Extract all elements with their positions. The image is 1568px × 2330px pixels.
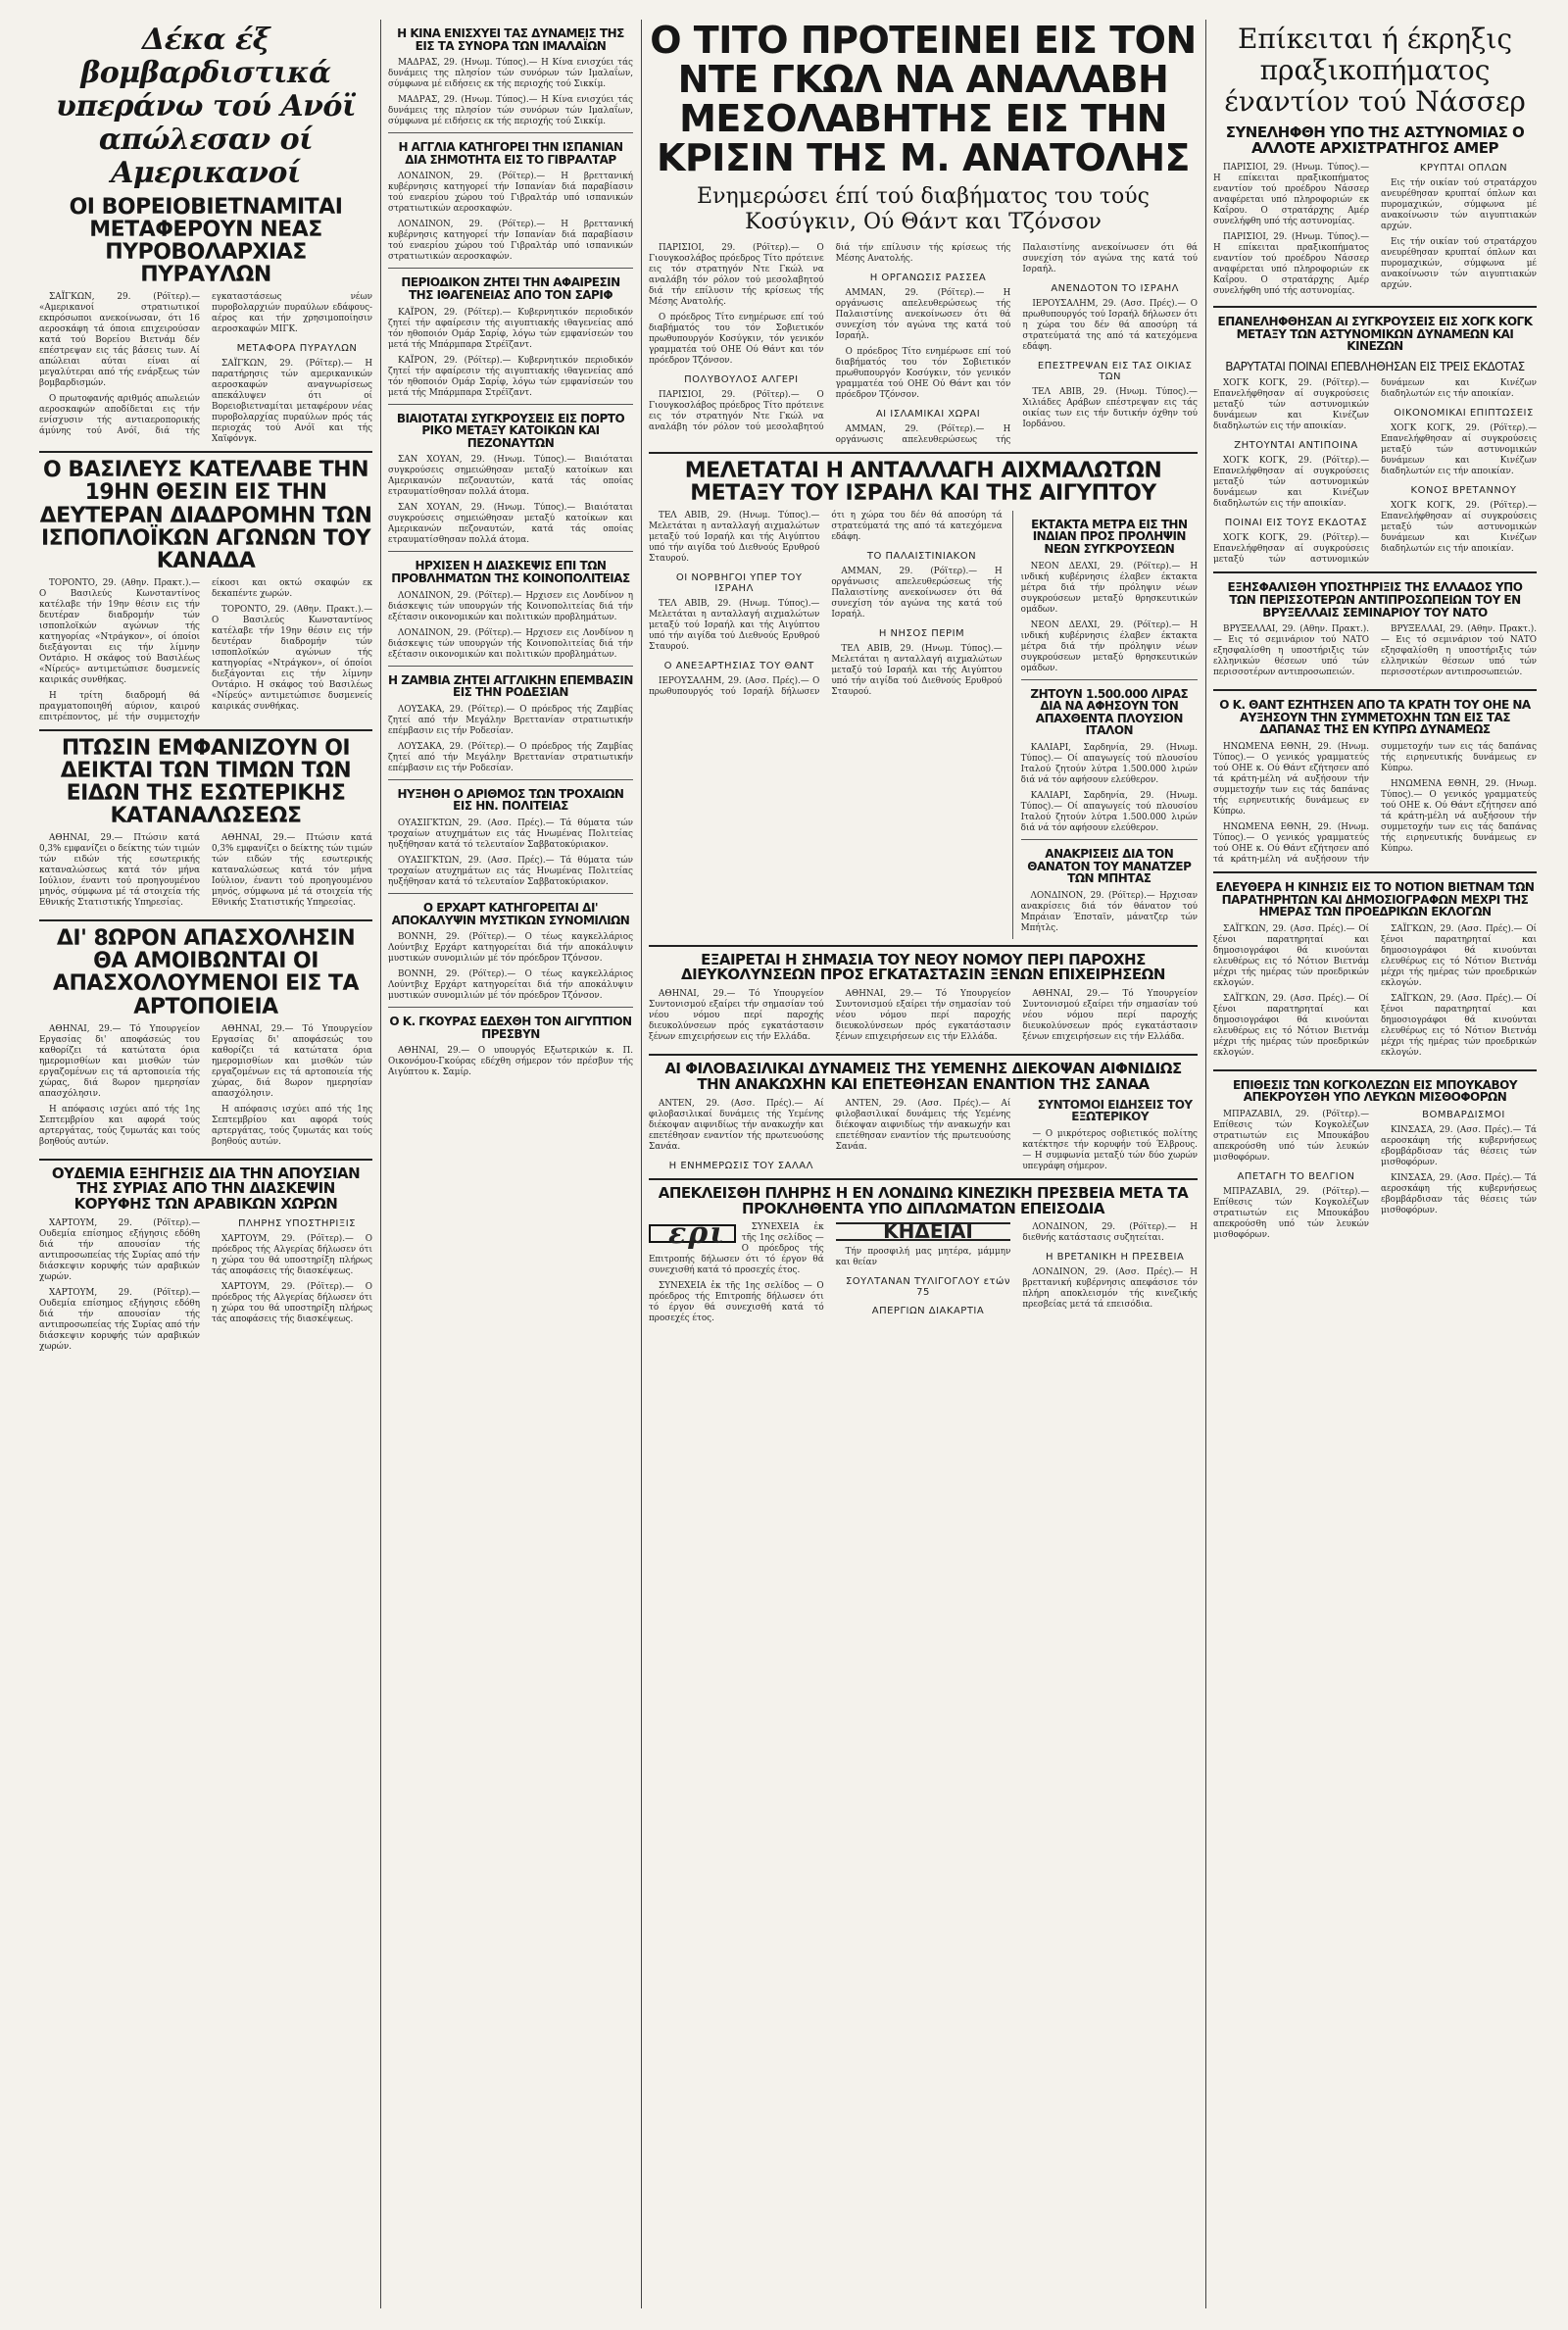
paragraph: ΣΑΪΓΚΩΝ, 29. (Ασσ. Πρές).— Οί ξένοι παρατηρηταί και δημοσιογράφοι θά κινούνται ελευθέρως εις τό Νότιον Βιετνάμ μέχρι τής ημέρας τών προεδρικών εκλογών. [1381,993,1537,1058]
paragraph: Ο πρόεδρος Τίτο ενημέρωσε επί τού διαβήματός του τόν Σοβιετικόν πρωθυπουργόν Κοσύγκιν, τόν γενικόν γραμματέα τού ΟΗΕ Ού Θάντ και τόν πρόεδρον Τζόνσον. [835,346,1011,400]
paragraph: ΝΕΟΝ ΔΕΛΧΙ, 29. (Ρόϊτερ).— Η ινδική κυβέρνησις έλαβεν έκτακτα μέτρα διά τήν πρόληψιν νέων συγκρούσεων μεταξύ θρησκευτικών ομάδων. [1020,561,1198,615]
paragraph: ΒΟΝΝΗ, 29. (Ρόϊτερ).— Ο τέως καγκελλάριος Λούντβιχ Ερχάρτ κατηγορείται διά τήν αποκάλυψιν μυστικών συνομιλιών μέ τόν πρόεδρον Τζόνσον. [388,932,633,965]
paragraph: ΟΥΑΣΙΓΚΤΩΝ, 29. (Ασσ. Πρές).— Τά θύματα τών τροχαίων ατυχημάτων εις τάς Ηνωμένας Πολιτείας ηυξήθησαν κατά τό τελευταίον Σαββατοκύριακον. [388,818,633,850]
divider [388,132,633,133]
paragraph: Ο πρωτοφανής αριθμός απωλειών αεροσκαφών αποδίδεται εις τήν ενίσχυσιν τής αντιαεροπορικής άμύνης τού Ανόϊ, διά τής εγκαταστάσεως νέων πυροβολαρχιών πυραύλων εδάφους-αέρος και τήν χρησιμοποίησιν αεροσκαφών ΜΙΓΚ. [39,292,372,437]
paragraph: ΤΕΛ ΑΒΙΒ, 29. (Ηνωμ. Τύπος).— Μελετάται η ανταλλαγή αιχμαλώτων μεταξύ τού Ισραήλ και τής Αιγύπτου υπό τήν αιγίδα τού Διεθνούς Ερυθρού Σταυρού. [649,598,820,652]
section-subheading: Η ΟΡΓΑΝΩΣΙΣ ΡΑΣΣΕΑ [869,272,987,283]
paragraph: ΚΙΝΣΑΣΑ, 29. (Ασσ. Πρές).— Τά αεροσκάφη τής κυβερνήσεως εβομβάρδισαν τάς θέσεις τών μισθοφόρων. [1381,1124,1537,1167]
article-thant-cyprus [1213,742,1537,866]
paragraph: ΑΝΤΕΝ, 29. (Ασσ. Πρές).— Αί φιλοβασιλικαί δυνάμεις τής Υεμένης διέκοψαν αιφνιδίως τήν ανακωχήν και επετέθησαν εναντίον τής πρωτευούσης Σανάα. [649,1098,824,1152]
divider [649,1178,1198,1180]
side-briefs [1012,511,1198,939]
paragraph: ΠΑΡΙΣΙΟΙ, 29. (Ηνωμ. Τύπος).— Η επίκειται πραξικοπήματος εναντίον τού προέδρου Νάσσερ αναφέρεται υπό πληροφοριών εκ Καΐρου. Ο στρατάρχης Αμέρ συνελήφθη υπό τής αστυνομίας. [1213,231,1369,296]
paragraph: ΚΙΝΣΑΣΑ, 29. (Ασσ. Πρές).— Τά αεροσκάφη τής κυβερνήσεως εβομβάρδισαν τάς θέσεις τών μισθοφόρων. [1381,1172,1537,1215]
paragraph: Η απόφασις ισχύει από τής 1ης Σεπτεμβρίου και αφορά τούς αρτεργάτας, τούς ζυμωτάς και τούς βοηθούς αυτών. [39,1104,200,1147]
paragraph: ΛΟΝΔΙΝΟΝ, 29. (Ρόϊτερ).— Ηρχισεν εις Λονδίνον η διάσκεψις τών υπουργών τής Κοινοπολιτείας διά τήν εξέτασιν οικονομικών και πολιτικών προβλημάτων. [388,627,633,660]
paragraph: ΜΠΡΑΖΑΒΙΛ, 29. (Ρόϊτερ).— Επίθεσις τών Κογκολέζων στρατιωτών εις Μπουκάβου απεκρούσθη υπό τών λευκών μισθοφόρων. [1213,1186,1369,1240]
paragraph: ΧΟΓΚ ΚΟΓΚ, 29. (Ρόϊτερ).— Επανελήφθησαν αί συγκρούσεις μεταξύ τών αστυνομικών δυνάμεων και Κινέζων διαδηλωτών εις τήν αποικίαν. [1213,456,1369,510]
divider [39,1159,372,1161]
divider [388,893,633,894]
section-subheading: ΟΙΚΟΝΟΜΙΚΑΙ ΕΠΙΠΤΩΣΕΙΣ [1394,408,1534,420]
headline-nato-seminar: ΕΞΗΣΦΑΛΙΣΘΗ ΥΠΟΣΤΗΡΙΞΙΣ ΤΗΣ ΕΛΛΑΔΟΣ ΥΠΟ ΤΩΝ ΠΕΡΙΣΣΟΤΕΡΩΝ ΑΝΤΙΠΡΟΣΩΠΕΙΩΝ ΤΟΥ ΕΝ ΒΡΥΞΕΛΛΑΙΣ ΣΕΜΙΝΑΡΙΟΥ ΤΟΥ ΝΑΤΟ [1227,580,1523,620]
paragraph: ΧΑΡΤΟΥΜ, 29. (Ρόϊτερ).— Ουδεμία επίσημος εξήγησις εδόθη διά τήν απουσίαν τής αντιπροσωπείας τής Συρίας από τήν διάσκεψιν κορυφής τών αραβικών χωρών. [39,1287,200,1352]
paragraph: ΠΑΡΙΣΙΟΙ, 29. (Ηνωμ. Τύπος).— Η επίκειται πραξικοπήματος εναντίον τού προέδρου Νάσσερ αναφέρεται υπό πληροφοριών εκ Καΐρου. Ο στρατάρχης Αμέρ συνελήφθη υπό τής αστυνομίας. [1213,162,1369,226]
paragraph: ΗΝΩΜΕΝΑ ΕΘΝΗ, 29. (Ηνωμ. Τύπος).— Ο γενικός γραμματεύς τού ΟΗΕ κ. Ού Θάντ εζήτησεν από τά κράτη-μέλη νά αυξήσουν τήν συμμετοχήν των εις τάς δαπάνας τής ειρηνευτικής δυνάμεως εν Κύπρω. [1213,741,1369,817]
paragraph: ΚΑΛΙΑΡΙ, Σαρδηνία, 29. (Ηνωμ. Τύπος).— Οί απαγωγείς τού πλουσίου Ιταλού ζητούν λύτρα 1.500.000 λιρών διά νά τόν αφήσουν ελεύθερον. [1020,742,1198,785]
paragraph: ΚΑΪΡΟΝ, 29. (Ρόϊτερ).— Κυβερνητικόν περιοδικόν ζητεί τήν αφαίρεσιν τής αιγυπτιακής ιθαγενείας από τόν ηθοποιόν Ομάρ Σαρίφ, λόγω τών εμφανίσεών του μετά τής Μπάρμπαρα Στρέϊζαντ. [388,307,633,350]
headline-bombers: Δέκα έξ βομβαρδιστικά υπεράνω τού Ανόϊ απώλεσαν οί Αμερικανοί [56,23,356,190]
article-bombers [39,292,372,445]
headline-gibraltar: Η ΑΓΓΛΙΑ ΚΑΤΗΓΟΡΕΙ ΤΗΝ ΙΣΠΑΝΙΑΝ ΔΙΑ ΣΗΜΟΤΗΤΑ ΕΙΣ ΤΟ ΓΙΒΡΑΛΤΑΡ [398,140,623,167]
divider [39,451,372,453]
paragraph: ΑΘΗΝΑΙ, 29.— Τό Υπουργείον Εργασίας δι' αποφάσεώς του καθορίζει τά κατώτατα όρια ημερομισθίων και μισθών τών εργαζομένων εις τά αρτοποιεία τής χώρας, διά 8ωρον ημερησίαν απασχόλησιν. [212,1023,372,1099]
divider [1021,679,1198,680]
paragraph: ΤΟΡΟΝΤΟ, 29. (Αθην. Πρακτ.).— Ο Βασιλεύς Κωνσταντίνος κατέλαβε τήν 19ην θέσιν εις τήν δευτέραν διαδρομήν τών ισποπλοϊκών αγώνων τής κατηγορίας «Ντράγκον», οί όποίοι διεξάγονται εις τήν λίμνην Οντάριο. Η σκάφος τού Βασιλέως «Νίρεύς» αντιμετώπισε δυσμενείς καιρικάς συνθήκας. [212,604,372,712]
section-subheading: ΑΝΕΝΔΟΤΟΝ ΤΟ ΙΣΡΑΗΛ [1051,282,1179,294]
paragraph: Η απόφασις ισχύει από τής 1ης Σεπτεμβρίου και αφορά τούς αρτεργάτας, τούς ζυμωτάς και τούς βοηθούς αυτών. [212,1104,372,1147]
paragraph: ΣΥΝΕΧΕΙΑ ἐκ τῆς 1ης σελίδος — Ο πρόεδρος τής Επιτροπής δήλωσεν ότι τό έργον θά συνεχισθή κατά τό προσεχές έτος. [649,1281,824,1324]
article-vietnam-elections [1213,924,1537,1064]
divider [39,919,372,921]
paragraph: Ο πρόεδρος Τίτο ενημέρωσε επί τού διαβήματός του τόν Σοβιετικόν πρωθυπουργόν Κοσύγκιν, τόν γενικόν γραμματέα τού ΟΗΕ Ού Θάντ και τόν πρόεδρον Τζόνσον. [649,312,824,366]
subheadline-hong-kong: ΒΑΡΥΤΑΤΑΙ ΠΟΙΝΑΙ ΕΠΕΒΛΗΘΗΣΑΝ ΕΙΣ ΤΡΕΙΣ ΕΚΔΟΤΑΣ [1225,359,1525,373]
paragraph: ΛΟΝΔΙΝΟΝ, 29. (Ρόϊτερ).— Η βρεττανική κυβέρνησις κατηγορεί τήν Ισπανίαν διά παραβίασιν τού εναερίου χώρου τού Γιβραλτάρ υπό ισπανικών στρατιωτικών αεροσκαφών. [388,172,633,215]
article-yemen [649,1099,1198,1172]
section-subheading: ΠΟΛΥΒΟΥΛΟΣ ΑΛΓΕΡΙ [684,373,799,385]
paragraph: ΛΟΥΣΑΚΑ, 29. (Ρόϊτερ).— Ο πρόεδρος τής Ζαμβίας ζητεί από τήν Μεγάλην Βρεττανίαν στρατιωτικήν επέμβασιν εις τήν Ροδεσίαν. [388,704,633,736]
section-subheading: ΑΙ ΙΣΛΑΜΙΚΑΙ ΧΩΡΑΙ [875,408,981,420]
section-subheading: ΕΠΕΣΤΡΕΨΑΝ ΕΙΣ ΤΑΣ ΟΙΚΙΑΣ ΤΩΝ [1037,360,1193,382]
subheadline-missiles: ΟΙ ΒΟΡΕΙΟΒΙΕΤΝΑΜΙΤΑΙ ΜΕΤΑΦΕΡΟΥΝ ΝΕΑΣ ΠΥΡΟΒΟΛΑΡΧΙΑΣ ΠΥΡΑΥΛΩΝ [69,195,343,288]
article-prisoners [649,511,1003,934]
section-subheading: Ο ΑΝΕΞΑΡΤΗΣΙΑΣ ΤΟΥ ΘΑΝΤ [663,660,814,671]
section-subheading: Η ΕΝΗΜΕΡΩΣΙΣ ΤΟΥ ΣΑΛΑΛ [668,1160,813,1171]
paragraph: ΒΡΥΞΕΛΛΑΙ, 29. (Αθην. Πρακτ.).— Εις τό σεμινάριον τού ΝΑΤΟ εξησφαλίσθη η υποστήριξις τών ελληνικών θέσεων υπό τών περισσοτέρων αντιπροσωπειών. [1213,624,1369,678]
paragraph: ΚΑΛΙΑΡΙ, Σαρδηνία, 29. (Ηνωμ. Τύπος).— Οί απαγωγείς τού πλουσίου Ιταλού ζητούν λύτρα 1.500.000 λιρών διά νά τόν αφήσουν ελεύθερον. [1020,790,1198,833]
paragraph: ΣΑΪΓΚΩΝ, 29. (Ρόϊτερ).— Η παρατήρησις τών αμερικανικών αεροσκαφών αναγνωρίσεως απεκάλυψεν ότι οί Βορειοβιετναμίται μεταφέρουν νέας πυροβολαρχίας πυραύλων πρός τάς περιοχάς τού Ανόϊ και τής Χαϊφόνγκ. [212,359,372,445]
paragraph: ΑΜΜΑΝ, 29. (Ρόϊτερ).— Η οργάνωσις απελευθερώσεως τής Παλαιστίνης ανεκοίνωσεν ότι θά συνεχίση τόν αγώνα της κατά τού Ισραήλ. [835,242,1198,445]
column-divider [641,20,642,2308]
prisoners-section [649,511,1198,939]
section-subheading: ΚΡΥΠΤΑΙ ΟΠΛΩΝ [1419,162,1508,174]
paragraph: ΤΕΛ ΑΒΙΒ, 29. (Ηνωμ. Τύπος).— Μελετάται η ανταλλαγή αιχμαλώτων μεταξύ τού Ισραήλ και τής Αιγύπτου υπό τήν αιγίδα τού Διεθνούς Ερυθρού Σταυρού. [831,643,1003,697]
article-hong-kong [1213,378,1537,566]
article-foreign-investment [649,989,1198,1048]
article-chinese-embassy [649,1216,1198,1324]
paragraph: ΣΑΝ ΧΟΥΑΝ, 29. (Ηνωμ. Τύπος).— Βιαιόταται συγκρούσεις σημειώθησαν μεταξύ κατοίκων και Αμερικανών πεζοναυτών, κατά τάς οποίας ετραυματίσθησαν πολλά άτομα. [388,503,633,546]
section-subheading: ΟΙ ΝΟΡΒΗΓΟΙ ΥΠΕΡ ΤΟΥ ΙΣΡΑΗΛ [675,571,803,594]
paragraph: ΝΕΟΝ ΔΕΛΧΙ, 29. (Ρόϊτερ).— Η ινδική κυβέρνησις έλαβεν έκτακτα μέτρα διά τήν πρόληψιν νέων συγκρούσεων μεταξύ θρησκευτικών ομάδων. [1020,620,1198,673]
section-subheading: ΠΟΙΝΑΙ ΕΙΣ ΤΟΥΣ ΕΚΔΟΤΑΣ [1224,518,1368,529]
paragraph: ΧΟΓΚ ΚΟΓΚ, 29. (Ρόϊτερ).— Επανελήφθησαν αί συγκρούσεις μεταξύ τών αστυνομικών δυνάμεων και Κινέζων διαδηλωτών εις τήν αποικίαν. [1381,501,1537,555]
paragraph: ΛΟΝΔΙΝΟΝ, 29. (Ρόϊτερ).— Η διεθνής κατάστασις συζητείται. [1022,1222,1198,1244]
headline-nasser: Επίκειται ή έκρηξις πραξικοπήματος έναντίον τού Νάσσερ [1224,23,1526,118]
paragraph: ΣΑΝ ΧΟΥΑΝ, 29. (Ηνωμ. Τύπος).— Βιαιόταται συγκρούσεις σημειώθησαν μεταξύ κατοίκων και Αμερικανών πεζοναυτών, κατά τάς οποίας ετραυματίσθησαν πολλά άτομα. [388,455,633,498]
column-divider [1205,20,1206,2308]
paragraph: ΜΑΔΡΑΣ, 29. (Ηνωμ. Τύπος).— Η Κίνα ενισχύει τάς δυνάμεις της πλησίον τών συνόρων τών Ιμαλαΐων, σύμφωνα μέ ειδήσεις εκ τής περιοχής τού Σικκίμ. [388,95,633,127]
article-price-index [39,833,372,914]
divider [1213,571,1537,573]
paragraph: ΤΕΛ ΑΒΙΒ, 29. (Ηνωμ. Τύπος).— Χιλιάδες Αράβων επέστρεψαν εις τάς οικίας των εις τήν δυτικήν όχθην τού Ιορδάνου. [1022,386,1198,429]
paragraph: ΣΑΪΓΚΩΝ, 29. (Ασσ. Πρές).— Οί ξένοι παρατηρηταί και δημοσιογράφοι θά κινούνται ελευθέρως εις τό Νότιον Βιετνάμ μέχρι τής ημέρας τών προεδρικών εκλογών. [1213,993,1369,1058]
headline-price-index: ΠΤΩΣΙΝ ΕΜΦΑΝΙΖΟΥΝ ΟΙ ΔΕΙΚΤΑΙ ΤΩΝ ΤΙΜΩΝ ΤΩΝ ΕΙΔΩΝ ΤΗΣ ΕΣΩΤΕΡΙΚΗΣ ΚΑΤΑΝΑΛΩΣΕΩΣ [60,735,352,829]
article-nasser [1213,163,1537,301]
paragraph: ΣΑΪΓΚΩΝ, 29. (Ρόϊτερ).— «Αμερικανοί στρατιωτικοί εκπρόσωποι ανεκοίνωσαν, ότι 16 αεροσκάφη τά όποια επιχειρούσαν κατά τού Βορείου Βιετνάμ δέν επέστρεψαν εις τάς βάσεις των. Αί απώλειαι αύται είναι αί μεγαλύτεραι από τής ενάρξεως τών βομβαρδισμών. [39,292,200,389]
divider [649,945,1198,947]
headline-hong-kong: ΕΠΑΝΕΛΗΦΘΗΣΑΝ ΑΙ ΣΥΓΚΡΟΥΣΕΙΣ ΕΙΣ ΧΟΓΚ ΚΟΓΚ ΜΕΤΑΞΥ ΤΩΝ ΑΣΤΥΝΟΜΙΚΩΝ ΔΥΝΑΜΕΩΝ ΚΑΙ ΚΙΝΕΖΩΝ [1217,315,1533,354]
column-divider [380,20,381,2308]
paragraph: ΣΑΪΓΚΩΝ, 29. (Ασσ. Πρές).— Οί ξένοι παρατηρηταί και δημοσιογράφοι θά κινούνται ελευθέρως εις τό Νότιον Βιετνάμ μέχρι τής ημέρας τών προεδρικών εκλογών. [1381,923,1537,988]
paragraph: ΙΕΡΟΥΣΑΛΗΜ, 29. (Ασσ. Πρές).— Ο πρωθυπουργός τού Ισραήλ δήλωσεν ότι η χώρα του δέν θά αποσύρη τά στρατεύματά της από τά κατεχόμενα εδάφη. [649,510,1003,697]
column-3 [649,20,1198,2308]
headline-king-sailing: Ο ΒΑΣΙΛΕΥΣ ΚΑΤΕΛΑΒΕ ΤΗΝ 19ΗΝ ΘΕΣΙΝ ΕΙΣ ΤΗΝ ΔΕΥΤΕΡΑΝ ΔΙΑΔΡΟΜΗΝ ΤΩΝ ΙΣΠΟΠΛΟΪΚΩΝ ΑΓΩΝΩΝ ΤΟΥ ΚΑΝΑΔΑ [39,458,372,573]
headline-bukavu: ΕΠΙΘΕΣΙΣ ΤΩΝ ΚΟΓΚΟΛΕΖΩΝ ΕΙΣ ΜΠΟΥΚΑΒΟΥ ΑΠΕΚΡΟΥΣΘΗ ΥΠΟ ΛΕΥΚΩΝ ΜΙΣΘΟΦΟΡΩΝ [1232,1077,1518,1105]
paragraph: ΑΘΗΝΑΙ, 29.— Τό Υπουργείον Εργασίας δι' αποφάσεώς του καθορίζει τά κατώτατα όρια ημερομισθίων και μισθών τών εργαζομένων εις τά αρτοποιεία τής χώρας, διά 8ωρον ημερησίαν απασχόλησιν. [39,1023,200,1099]
headline-commonwealth: ΗΡΧΙΣΕΝ Η ΔΙΑΣΚΕΨΙΣ ΕΠΙ ΤΩΝ ΠΡΟΒΛΗΜΑΤΩΝ ΤΗΣ ΚΟΙΝΟΠΟΛΙΤΕΙΑΣ [391,559,630,585]
section-subheading: Η ΒΡΕΤΑΝΙΚΗ Η ΠΡΕΣΒΕΙΑ [1045,1252,1185,1264]
section-subheading: ΑΠΕΤΑΓΗ ΤΟ ΒΕΛΓΙΟΝ [1237,1170,1355,1182]
divider [1213,871,1537,873]
headline-thant-cyprus: Ο Κ. ΘΑΝΤ ΕΖΗΤΗΣΕΝ ΑΠΟ ΤΑ ΚΡΑΤΗ ΤΟΥ ΟΗΕ ΝΑ ΑΥΞΗΣΟΥΝ ΤΗΝ ΣΥΜΜΕΤΟΧΗΝ ΤΩΝ ΕΙΣ ΤΑΣ ΔΑΠΑΝΑΣ ΤΗΣ ΕΝ ΚΥΠΡΩ ΔΥΝΑΜΕΩΣ [1219,698,1531,737]
paragraph: ΧΑΡΤΟΥΜ, 29. (Ρόϊτερ).— Ο πρόεδρος τής Αλγερίας δήλωσεν ότι η χώρα του θά υποστηρίξη πλήρως τάς αποφάσεις τής διασκέψεως. [212,1281,372,1324]
headline-chinese-embassy: ΑΠΕΚΛΕΙΣΘΗ ΠΛΗΡΗΣ Η ΕΝ ΛΟΝΔΙΝΩ ΚΙΝΕΖΙΚΗ ΠΡΕΣΒΕΙΑ ΜΕΤΑ ΤΑ ΠΡΟΚΛΗΘΕΝΤΑ ΥΠΟ ΔΙΠΛΩΜΑΤΩΝ ΕΠΕΙΣΟΔΙΑ [658,1183,1189,1217]
divider [1213,689,1537,691]
divider [388,666,633,667]
paragraph: ΒΟΝΝΗ, 29. (Ρόϊτερ).— Ο τέως καγκελλάριος Λούντβιχ Ερχάρτ κατηγορείται διά τήν αποκάλυψιν μυστικών συνομιλιών μέ τόν πρόεδρον Τζόνσον. [388,969,633,1002]
funerals-heading: ΚΗΔΕΙΑΙ [836,1222,1011,1241]
section-subheading: ΠΛΗΡΗΣ ΥΠΟΣΤΗΡΙΞΙΣ [238,1217,356,1229]
paragraph: ΛΟΝΔΙΝΟΝ, 29. (Ρόϊτερ).— Ηρχισαν ανακρίσεις διά τόν θάνατον τού Μπράιαν Έπσταϊν, μάνατζερ τών Μπήτλς. [1020,890,1198,933]
article-nato-seminar [1213,624,1537,683]
column-4 [1213,20,1537,2308]
article-king-sailing [39,578,372,723]
paragraph: ΧΑΡΤΟΥΜ, 29. (Ρόϊτερ).— Ο πρόεδρος τής Αλγερίας δήλωσεν ότι η χώρα του θά υποστηρίξη πλήρως τάς αποφάσεις τής διασκέψεως. [212,1233,372,1276]
paragraph: ΙΕΡΟΥΣΑΛΗΜ, 29. (Ασσ. Πρές).— Ο πρωθυπουργός τού Ισραήλ δήλωσεν ότι η χώρα του δέν θά αποσύρη τά στρατεύματά της από τά κατεχόμενα εδάφη. [1022,298,1198,352]
divider [1213,1069,1537,1071]
headline-bakeries: ΔΙ' 8ΩΡΟΝ ΑΠΑΣΧΟΛΗΣΙΝ ΘΑ ΑΜΟΙΒΩΝΤΑΙ ΟΙ ΑΠΑΣΧΟΛΟΥΜΕΝΟΙ ΕΙΣ ΤΑ ΑΡΤΟΠΟΙΕΙΑ [52,926,360,1019]
headline-traffic: ΗΥΞΗΘΗ Ο ΑΡΙΘΜΟΣ ΤΩΝ ΤΡΟΧΑΙΩΝ ΕΙΣ ΗΝ. ΠΟΛΙΤΕΙΑΣ [397,786,624,814]
section-subheading: ΑΠΕΡΓΙΩΝ ΔΙΑΚΑΡΤΙΑ [871,1306,985,1317]
headline-china-himalaya: Η ΚΙΝΑ ΕΝΙΣΧΥΕΙ ΤΑΣ ΔΥΝΑΜΕΙΣ ΤΗΣ ΕΙΣ ΤΑ ΣΥΝΟΡΑ ΤΩΝ ΙΜΑΛΑΪΩΝ [397,26,624,53]
paragraph: ΤΕΛ ΑΒΙΒ, 29. (Ηνωμ. Τύπος).— Μελετάται η ανταλλαγή αιχμαλώτων μεταξύ τού Ισραήλ και τής Αιγύπτου υπό τήν αιγίδα τού Διεθνούς Ερυθρού Σταυρού. [649,510,820,564]
section-subheading: ΚΟΝΟΣ ΒΡΕΤΑΝΝΟΥ [1410,485,1517,497]
headline-zambia: Η ΖΑΜΒΙΑ ΖΗΤΕΙ ΑΓΓΛΙΚΗΝ ΕΠΕΜΒΑΣΙΝ ΕΙΣ ΤΗΝ ΡΟΔΕΣΙΑΝ [388,672,633,700]
paragraph: ΑΘΗΝΑΙ, 29.— Πτώσιν κατά 0,3% εμφανίζει ο δείκτης τών τιμών τών ειδών τής εσωτερικής καταναλώσεως κατά τόν μήνα Ιούλιον, έναντι τού προηγουμένου μηνός, σύμφωνα μέ τά στοιχεία τής Εθνικής Στατιστικής Υπηρεσίας. [212,833,372,909]
paragraph: Τήν προσφιλή μας μητέρα, μάμμην και θείαν [835,1247,1011,1268]
divider [1021,839,1198,840]
divider [388,268,633,269]
paragraph: ΑΝΤΕΝ, 29. (Ασσ. Πρές).— Αί φιλοβασιλικαί δυνάμεις τής Υεμένης διέκοψαν αιφνιδίως τήν ανακωχήν και επετέθησαν εναντίον τής πρωτευούσης Σανάα. [835,1098,1011,1152]
headline-vietnam-elections: ΕΛΕΥΘΕΡΑ Η ΚΙΝΗΣΙΣ ΕΙΣ ΤΟ ΝΟΤΙΟΝ ΒΙΕΤΝΑΜ ΤΩΝ ΠΑΡΑΤΗΡΗΤΩΝ ΚΑΙ ΔΗΜΟΣΙΟΓΡΑΦΩΝ ΜΕΧΡΙ ΤΗΣ ΗΜΕΡΑΣ ΤΩΝ ΠΡΟΕΔΡΙΚΩΝ ΕΚΛΟΓΩΝ [1215,879,1535,919]
paragraph: ΑΘΗΝΑΙ, 29.— Ο υπουργός Εξωτερικών κ. Π. Οικονόμου-Γκούρας εδέχθη σήμερον τόν πρέσβυν τής Αιγύπτου κ. Σαμίρ. [388,1046,633,1078]
paragraph: ΜΠΡΑΖΑΒΙΛ, 29. (Ρόϊτερ).— Επίθεσις τών Κογκολέζων στρατιωτών εις Μπουκάβου απεκρούσθη υπό τών λευκών μισθοφόρων. [1213,1109,1369,1163]
section-subheading: ΖΗΤΟΥΝΤΑΙ ΑΝΤΙΠΟΙΝΑ [1234,440,1358,452]
paragraph: ΤΟΡΟΝΤΟ, 29. (Αθην. Πρακτ.).— Ο Βασιλεύς Κωνσταντίνος κατέλαβε τήν 19ην θέσιν εις τήν δευτέραν διαδρομήν τών ισποπλοϊκών αγώνων τής κατηγορίας «Ντράγκον», οί όποίοι διεξάγονται εις τήν λίμνην Οντάριο. Η σκάφος τού Βασιλέως «Νίρεύς» αντιμετώπισε δυσμενείς καιρικάς συνθήκας. [39,577,200,685]
subheadline-tito: Ενημερώσει έπί τού διαβήματος του τούς Κοσύγκιν, Ού Θάντ και Τζόνσον [697,183,1150,234]
column-2 [388,20,633,2308]
divider [1213,306,1537,308]
subheadline-amer: ΣΥΝΕΛΗΦΘΗ ΥΠΟ ΤΗΣ ΑΣΤΥΝΟΜΙΑΣ Ο ΑΛΛΟΤΕ ΑΡΧΙΣΤΡΑΤΗΓΟΣ ΑΜΕΡ [1225,124,1525,157]
paragraph: — Ο μικρότερος σοβιετικός πολίτης κατέκτησε τήν κορυφήν τού Έλβρους. — Η συμφωνία μεταξύ τών δύο χωρών υπεγράφη σήμερον. [1022,1128,1198,1171]
article-syria [39,1218,372,1353]
newspaper-page [39,20,1568,2308]
paragraph: Εις τήν οικίαν τού στρατάρχου ανευρέθησαν κρυπταί όπλων και πυρομαχικών, σύμφωνα μέ ανακοίνωσιν τών αιγυπτιακών αρχών. [1381,177,1537,231]
paragraph: ΧΟΓΚ ΚΟΓΚ, 29. (Ρόϊτερ).— Επανελήφθησαν αί συγκρούσεις μεταξύ τών αστυνομικών δυνάμεων και Κινέζων διαδηλωτών εις τήν αποικίαν. [1213,378,1537,566]
headline-foreign-investment: ΕΞΑΙΡΕΤΑΙ Η ΣΗΜΑΣΙΑ ΤΟΥ ΝΕΟΥ ΝΟΜΟΥ ΠΕΡΙ ΠΑΡΟΧΗΣ ΔΙΕΥΚΟΛΥΝΣΕΩΝ ΠΡΟΣ ΕΓΚΑΤΑΣΤΑΣΙΝ ΞΕΝΩΝ ΕΠΙΧΕΙΡΗΣΕΩΝ [681,950,1165,984]
section-subheading: Η ΝΗΣΟΣ ΠΕΡΙΜ [878,627,965,639]
paragraph: ΑΘΗΝΑΙ, 29.— Τό Υπουργείον Συντονισμού εξαίρει τήν σημασίαν τού νέου νόμου περί παροχής διευκολύνσεων πρός εγκατάστασιν ξένων επιχειρήσεων εις τήν Ελλάδα. [649,989,824,1043]
headline-tito: Ο ΤΙΤΟ ΠΡΟΤΕΙΝΕΙ ΕΙΣ ΤΟΝ ΝΤΕ ΓΚΩΛ ΝΑ ΑΝΑΛΑΒΗ ΜΕΣΟΛΑΒΗΤΗΣ ΕΙΣ ΤΗΝ ΚΡΙΣΙΝ ΤΗΣ Μ. ΑΝΑΤΟΛΗΣ [650,20,1197,179]
headline-kidnap: ΖΗΤΟΥΝ 1.500.000 ΛΙΡΑΣ ΔΙΑ ΝΑ ΑΦΗΣΟΥΝ ΤΟΝ ΑΠΑΧΘΕΝΤΑ ΠΛΟΥΣΙΟΝ ΙΤΑΛΟΝ [1030,686,1189,738]
article-bukavu [1213,1110,1537,1241]
paragraph: ΣΑΪΓΚΩΝ, 29. (Ασσ. Πρές).— Οί ξένοι παρατηρηταί και δημοσιογράφοι θά κινούνται ελευθέρως εις τό Νότιον Βιετνάμ μέχρι τής ημέρας τών προεδρικών εκλογών. [1213,923,1369,988]
paragraph: ΛΟΝΔΙΝΟΝ, 29. (Ασσ. Πρές).— Η βρεττανική κυβέρνησις απεφάσισε τόν πλήρη αποκλεισμόν τής κινεζικής πρεσβείας μετά τά επεισόδια. [1022,1267,1198,1311]
paragraph: ΗΝΩΜΕΝΑ ΕΘΝΗ, 29. (Ηνωμ. Τύπος).— Ο γενικός γραμματεύς τού ΟΗΕ κ. Ού Θάντ εζήτησεν από τά κράτη-μέλη νά αυξήσουν τήν συμμετοχήν των εις τάς δαπάνας τής ειρηνευτικής δυνάμεως εν Κύπρω. [1213,741,1537,865]
paragraph: ΑΜΜΑΝ, 29. (Ρόϊτερ).— Η οργάνωσις απελευθερώσεως τής Παλαιστίνης ανεκοίνωσεν ότι θά συνεχίση τόν αγώνα της κατά τού Ισραήλ. [835,287,1011,341]
article-bakeries [39,1024,372,1153]
paragraph: ΛΟΝΔΙΝΟΝ, 29. (Ρόϊτερ).— Ηρχισεν εις Λονδίνον η διάσκεψις τών υπουργών τής Κοινοπολιτείας διά τήν εξέτασιν οικονομικών και πολιτικών προβλημάτων. [388,590,633,622]
paragraph: ΜΑΔΡΑΣ, 29. (Ηνωμ. Τύπος).— Η Κίνα ενισχύει τάς δυνάμεις της πλησίον τών συνόρων τών Ιμαλαΐων, σύμφωνα μέ ειδήσεις εκ τής περιοχής τού Σικκίμ. [388,58,633,90]
paragraph: ΚΑΪΡΟΝ, 29. (Ρόϊτερ).— Κυβερνητικόν περιοδικόν ζητεί τήν αφαίρεσιν τής αιγυπτιακής ιθαγενείας από τόν ηθοποιόν Ομάρ Σαρίφ, λόγω τών εμφανίσεών του μετά τής Μπάρμπαρα Στρέϊζαντ. [388,355,633,398]
headline-beatles: ΑΝΑΚΡΙΣΕΙΣ ΔΙΑ ΤΟΝ ΘΑΝΑΤΟΝ ΤΟΥ ΜΑΝΑΤΖΕΡ ΤΩΝ ΜΠΗΤΑΣ [1027,846,1192,886]
divider [388,1007,633,1008]
paragraph: Εις τήν οικίαν τού στρατάρχου ανευρέθησαν κρυπταί όπλων και πυρομαχικών, σύμφωνα μέ ανακοίνωσιν τών αιγυπτιακών αρχών. [1381,236,1537,290]
paragraph: ΑΘΗΝΑΙ, 29.— Τό Υπουργείον Συντονισμού εξαίρει τήν σημασίαν τού νέου νόμου περί παροχής διευκολύνσεων πρός εγκατάστασιν ξένων επιχειρήσεων εις τήν Ελλάδα. [1022,989,1198,1043]
paragraph: ΑΘΗΝΑΙ, 29.— Τό Υπουργείον Συντονισμού εξαίρει τήν σημασίαν τού νέου νόμου περί παροχής διευκολύνσεων πρός εγκατάστασιν ξένων επιχειρήσεων εις τήν Ελλάδα. [835,989,1011,1043]
paragraph: ΑΜΜΑΝ, 29. (Ρόϊτερ).— Η οργάνωσις απελευθερώσεως τής Παλαιστίνης ανεκοίνωσεν ότι θά συνεχίση τόν αγώνα της κατά τού Ισραήλ. [831,566,1003,620]
section-subheading: ΤΟ ΠΑΛΑΙΣΤΙΝΙΑΚΟΝ [866,550,977,562]
paragraph: ΣΥΝΕΧΕΙΑ ἐκ τῆς 1ης σελίδος — Ο πρόεδρος τής Επιτροπής δήλωσεν ότι τό έργον θά συνεχισθή κατά τό προσεχές έτος. [649,1222,824,1276]
paragraph: ΟΥΑΣΙΓΚΤΩΝ, 29. (Ασσ. Πρές).— Τά θύματα τών τροχαίων ατυχημάτων εις τάς Ηνωμένας Πολιτείας ηυξήθησαν κατά τό τελευταίον Σαββατοκύριακον. [388,855,633,887]
headline-brief-news: ΣΥΝΤΟΜΟΙ ΕΙΔΗΣΕΙΣ ΤΟΥ ΕΞΩΤΕΡΙΚΟΥ [1037,1097,1193,1124]
headline-yemen: ΑΙ ΦΙΛΟΒΑΣΙΛΙΚΑΙ ΔΥΝΑΜΕΙΣ ΤΗΣ ΥΕΜΕΝΗΣ ΔΙΕΚΟΨΑΝ ΑΙΦΝΙΔΙΩΣ ΤΗΝ ΑΝΑΚΩΧΗΝ ΚΑΙ ΕΠΕΤΕΘΗΣΑΝ ΕΝΑΝΤΙΟΝ ΤΗΣ ΣΑΝΑΑ [664,1060,1182,1093]
paragraph: ΒΡΥΞΕΛΛΑΙ, 29. (Αθην. Πρακτ.).— Εις τό σεμινάριον τού ΝΑΤΟ εξησφαλίσθη η υποστήριξις τών ελληνικών θέσεων υπό τών περισσοτέρων αντιπροσωπειών. [1381,624,1537,678]
column-1 [39,20,372,2308]
headline-erhard: Ο ΕΡΧΑΡΤ ΚΑΤΗΓΟΡΕΙΤΑΙ ΔΙ' ΑΠΟΚΑΛΥΨΙΝ ΜΥΣΤΙΚΩΝ ΣΥΝΟΜΙΛΙΩΝ [391,900,630,927]
divider [649,1054,1198,1056]
paragraph: ΗΝΩΜΕΝΑ ΕΘΝΗ, 29. (Ηνωμ. Τύπος).— Ο γενικός γραμματεύς τού ΟΗΕ κ. Ού Θάντ εζήτησεν από τά κράτη-μέλη νά αυξήσουν τήν συμμετοχήν των εις τάς δαπάνας τής ειρηνευτικής δυνάμεως εν Κύπρω. [1381,778,1537,854]
paragraph: Η τρίτη διαδρομή θά πραγματοποιηθή αύριον, καιρού επιτρέποντος, μέ τήν συμμετοχήν είκοσι και οκτώ σκαφών εκ δεκαπέντε χωρών. [39,577,372,722]
divider [649,452,1198,454]
logo-continuation: ερι [649,1224,736,1243]
paragraph: ΛΟΥΣΑΚΑ, 29. (Ρόϊτερ).— Ο πρόεδρος τής Ζαμβίας ζητεί από τήν Μεγάλην Βρεττανίαν στρατιωτικήν επέμβασιν εις τήν Ροδεσίαν. [388,741,633,773]
headline-syria: ΟΥΔΕΜΙΑ ΕΞΗΓΗΣΙΣ ΔΙΑ ΤΗΝ ΑΠΟΥΣΙΑΝ ΤΗΣ ΣΥΡΙΑΣ ΑΠΟ ΤΗΝ ΔΙΑΣΚΕΨΙΝ ΚΟΡΥΦΗΣ ΤΩΝ ΑΡΑΒΙΚΩΝ ΧΩΡΩΝ [51,1164,361,1214]
divider [39,729,372,731]
paragraph: ΧΑΡΤΟΥΜ, 29. (Ρόϊτερ).— Ουδεμία επίσημος εξήγησις εδόθη διά τήν απουσίαν τής αντιπροσωπείας τής Συρίας από τήν διάσκεψιν κορυφής τών αραβικών χωρών. [39,1217,200,1282]
headline-puerto-rico: ΒΙΑΙΟΤΑΤΑΙ ΣΥΓΚΡΟΥΣΕΙΣ ΕΙΣ ΠΟΡΤΟ ΡΙΚΟ ΜΕΤΑΞΥ ΚΑΤΟΙΚΩΝ ΚΑΙ ΠΕΖΟΝΑΥΤΩΝ [396,411,625,450]
article-tito [649,243,1198,446]
paragraph: ΛΟΝΔΙΝΟΝ, 29. (Ρόϊτερ).— Η βρεττανική κυβέρνησις κατηγορεί τήν Ισπανίαν διά παραβίασιν τού εναερίου χώρου τού Γιβραλτάρ υπό ισπανικών στρατιωτικών αεροσκαφών. [388,220,633,263]
paragraph: ΧΟΓΚ ΚΟΓΚ, 29. (Ρόϊτερ).— Επανελήφθησαν αί συγκρούσεις μεταξύ τών αστυνομικών δυνάμεων και Κινέζων διαδηλωτών εις τήν αποικίαν. [1213,378,1369,432]
headline-india: ΕΚΤΑΚΤΑ ΜΕΤΡΑ ΕΙΣ ΤΗΝ ΙΝΔΙΑΝ ΠΡΟΣ ΠΡΟΛΗΨΙΝ ΝΕΩΝ ΣΥΓΚΡΟΥΣΕΩΝ [1031,517,1188,556]
paragraph: ΧΟΓΚ ΚΟΓΚ, 29. (Ρόϊτερ).— Επανελήφθησαν αί συγκρούσεις μεταξύ τών αστυνομικών δυνάμεων και Κινέζων διαδηλωτών εις τήν αποικίαν. [1381,423,1537,477]
paragraph: ΠΑΡΙΣΙΟΙ, 29. (Ρόϊτερ).— Ο Γιουγκοσλάβος πρόεδρος Τίτο πρότεινε εις τόν στρατηγόν Ντε Γκώλ να αναλάβη τόν ρόλον τού μεσολαβητού διά τήν επίλυσιν τής κρίσεως τής Μέσης Ανατολής. [649,242,1011,432]
section-subheading: ΣΟΥΛΤΑΝΑΝ ΤΥΛΙΓΟΓΛΟΥ ετών 75 [845,1276,1010,1299]
section-subheading: ΒΟΜΒΑΡΔΙΣΜΟΙ [1422,1109,1505,1120]
headline-sharif: ΠΕΡΙΟΔΙΚΟΝ ΖΗΤΕΙ ΤΗΝ ΑΦΑΙΡΕΣΙΝ ΤΗΣ ΙΘΑΓΕΝΕΙΑΣ ΑΠΟ ΤΟΝ ΣΑΡΙΦ [401,275,620,302]
paragraph: ΑΘΗΝΑΙ, 29.— Πτώσιν κατά 0,3% εμφανίζει ο δείκτης τών τιμών τών ειδών τής εσωτερικής καταναλώσεως κατά τόν μήνα Ιούλιον, έναντι τού προηγουμένου μηνός, σύμφωνα μέ τά στοιχεία τής Εθνικής Στατιστικής Υπηρεσίας. [39,833,200,909]
headline-gouras: Ο Κ. ΓΚΟΥΡΑΣ ΕΔΕΧΘΗ ΤΟΝ ΑΙΓΥΠΤΙΟΝ ΠΡΕΣΒΥΝ [389,1015,632,1041]
divider [388,779,633,780]
paragraph: ΠΑΡΙΣΙΟΙ, 29. (Ρόϊτερ).— Ο Γιουγκοσλάβος πρόεδρος Τίτο πρότεινε εις τόν στρατηγόν Ντε Γκώλ να αναλάβη τόν ρόλον τού μεσολαβητού διά τήν επίλυσιν τής κρίσεως τής Μέσης Ανατολής. [649,242,824,307]
divider [388,551,633,552]
divider [388,404,633,405]
section-subheading: ΜΕΤΑΦΟΡΑ ΠΥΡΑΥΛΩΝ [236,343,358,355]
headline-prisoners: ΜΕΛΕΤΑΤΑΙ Η ΑΝΤΑΛΛΑΓΗ ΑΙΧΜΑΛΩΤΩΝ ΜΕΤΑΞΥ ΤΟΥ ΙΣΡΑΗΛ ΚΑΙ ΤΗΣ ΑΙΓΥΠΤΟΥ [684,458,1162,506]
